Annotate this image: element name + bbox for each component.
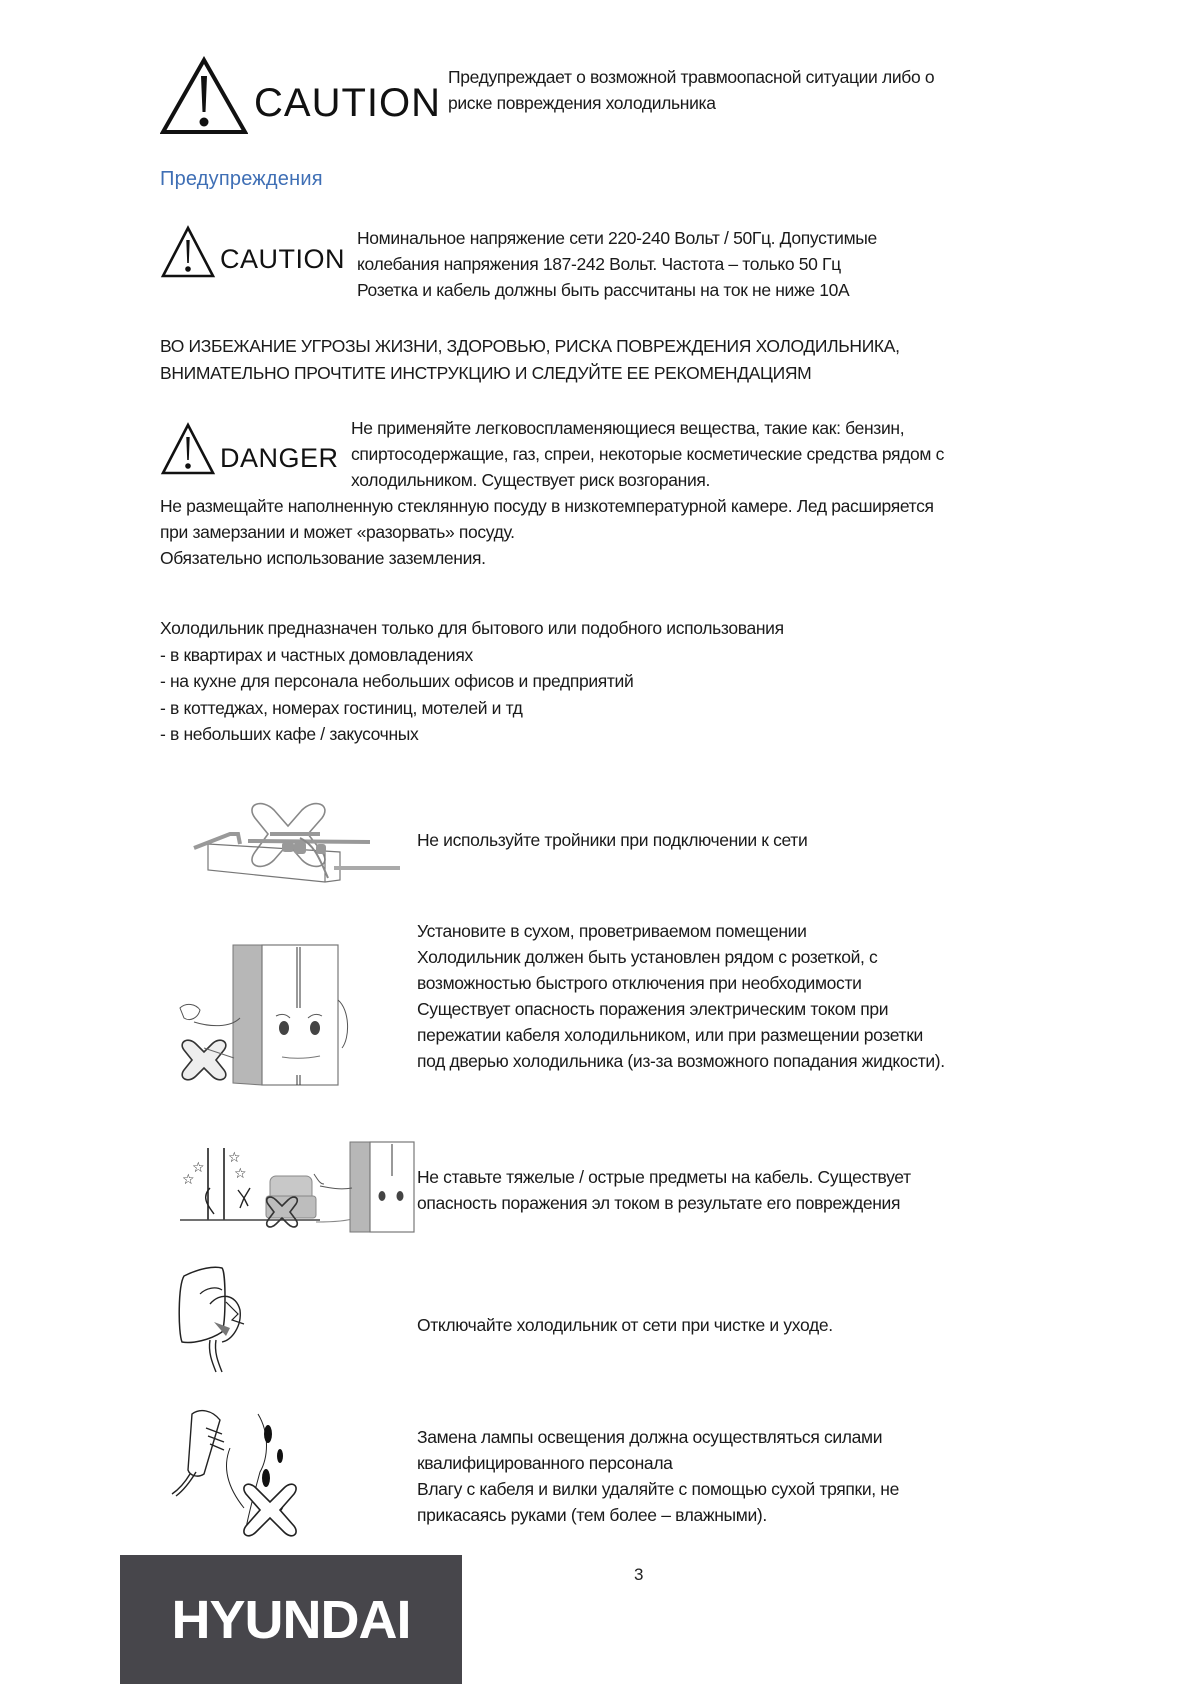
rule-item	[170, 1262, 1070, 1372]
headline-line-1: ВО ИЗБЕЖАНИЕ УГРОЗЫ ЖИЗНИ, ЗДОРОВЬЮ, РИСКА ПОВРЕЖДЕНИЯ ХОЛОДИЛЬНИКА,	[160, 336, 900, 356]
brand-logo	[120, 1555, 462, 1684]
usage-intro: Холодильник предназначен только для бытового или подобного использования	[160, 618, 784, 638]
svg-text:☆: ☆	[192, 1160, 205, 1176]
warning-triangle-icon	[160, 56, 248, 136]
caution-label: CAUTION	[220, 244, 345, 274]
svg-text:☆: ☆	[182, 1172, 195, 1188]
rule-item	[170, 790, 1070, 900]
danger-line-2: спиртосодержащие, газ, спреи, некоторые косметические средства рядом с	[351, 444, 945, 464]
usage-item: - в квартирах и частных домовладениях	[160, 644, 473, 665]
rule-text-line: Холодильник должен быть установлен рядом с розеткой, с	[417, 947, 878, 967]
danger-label: DANGER	[220, 443, 339, 473]
rule-item	[170, 918, 1130, 1098]
brand-name: HYUNDAI	[171, 1589, 411, 1650]
rule-text-line: возможностью быстрого отключения при необходимости	[417, 973, 862, 993]
power-strip-crossed-icon	[170, 790, 430, 900]
svg-text:☆: ☆	[228, 1150, 241, 1166]
usage-item: - в коттеджах, номерах гостиниц, мотелей и тд	[160, 697, 523, 718]
voltage-line-1: Номинальное напряжение сети 220-240 Вольт / 50Гц. Допустимые	[357, 228, 877, 248]
warning-triangle-icon	[160, 225, 216, 279]
danger-block	[160, 415, 1120, 575]
voltage-line-3: Розетка и кабель должны быть рассчитаны на ток не ниже 10А	[357, 280, 850, 300]
rule-text-line: Существует опасность поражения электрическим током при	[417, 999, 889, 1019]
fridge-outlet-crossed-icon	[170, 930, 400, 1095]
caution-label: CAUTION	[254, 81, 441, 125]
usage-section	[160, 615, 784, 748]
page-number: 3	[634, 1565, 644, 1584]
rule-text-line: квалифицированного персонала	[417, 1453, 673, 1473]
warning-triangle-icon	[160, 422, 216, 476]
grounding-line: Обязательно использование заземления.	[160, 548, 486, 568]
rule-text-line: Влагу с кабеля и вилки удаляйте с помощью сухой тряпки, не	[417, 1479, 899, 1499]
danger-line-1: Не применяйте легковоспламеняющиеся вещества, такие как: бензин,	[351, 418, 905, 438]
usage-item: - на кухне для персонала небольших офисов и предприятий	[160, 671, 634, 691]
caution-block	[160, 222, 1060, 312]
rule-text-line: Замена лампы освещения должна осуществляться силами	[417, 1427, 883, 1447]
rule-item	[170, 1128, 1070, 1238]
usage-item: - в небольших кафе / закусочных	[160, 724, 419, 744]
wet-hands-plug-crossed-icon	[170, 1398, 360, 1548]
rule-text-line: Отключайте холодильник от сети при чистке и уходе.	[417, 1315, 833, 1335]
unplug-hand-icon	[170, 1262, 260, 1377]
headline-warning	[160, 333, 900, 386]
voltage-line-2: колебания напряжения 187-242 Вольт. Частота – только 50 Гц	[357, 254, 841, 274]
rule-text-line: Не ставьте тяжелые / острые предметы на кабель. Существует	[417, 1167, 911, 1187]
rule-text-line: прикасаясь руками (тем более – влажными).	[417, 1505, 767, 1525]
caution-description-line-2: риске повреждения холодильника	[448, 93, 716, 113]
caution-legend	[160, 56, 1040, 136]
rule-text-line: опасность поражения эл током в результате его повреждения	[417, 1193, 901, 1213]
headline-line-2: ВНИМАТЕЛЬНО ПРОЧТИТЕ ИНСТРУКЦИЮ И СЛЕДУЙТЕ ЕЕ РЕКОМЕНДАЦИЯМ	[160, 362, 812, 383]
heavy-object-on-cable-icon	[170, 1128, 440, 1238]
glassware-line-2: при замерзании и может «разорвать» посуду.	[160, 522, 515, 542]
rule-text-line: Не используйте тройники при подключении к сети	[417, 830, 808, 850]
rule-text-line: пережатии кабеля холодильником, или при размещении розетки	[417, 1025, 923, 1045]
svg-text:☆: ☆	[234, 1166, 247, 1182]
glassware-line-1: Не размещайте наполненную стеклянную посуду в низкотемпературной камере. Лед расширяется	[160, 496, 934, 516]
rule-item	[170, 1398, 1070, 1548]
rule-text-line: под дверью холодильника (из-за возможного попадания жидкости).	[417, 1051, 945, 1071]
section-title: Предупреждения	[160, 168, 323, 190]
danger-line-3: холодильником. Существует риск возгорания.	[351, 470, 711, 490]
rule-text-line: Установите в сухом, проветриваемом помещении	[417, 921, 807, 941]
caution-description-line-1: Предупреждает о возможной травмоопасной ситуации либо о	[448, 67, 935, 87]
